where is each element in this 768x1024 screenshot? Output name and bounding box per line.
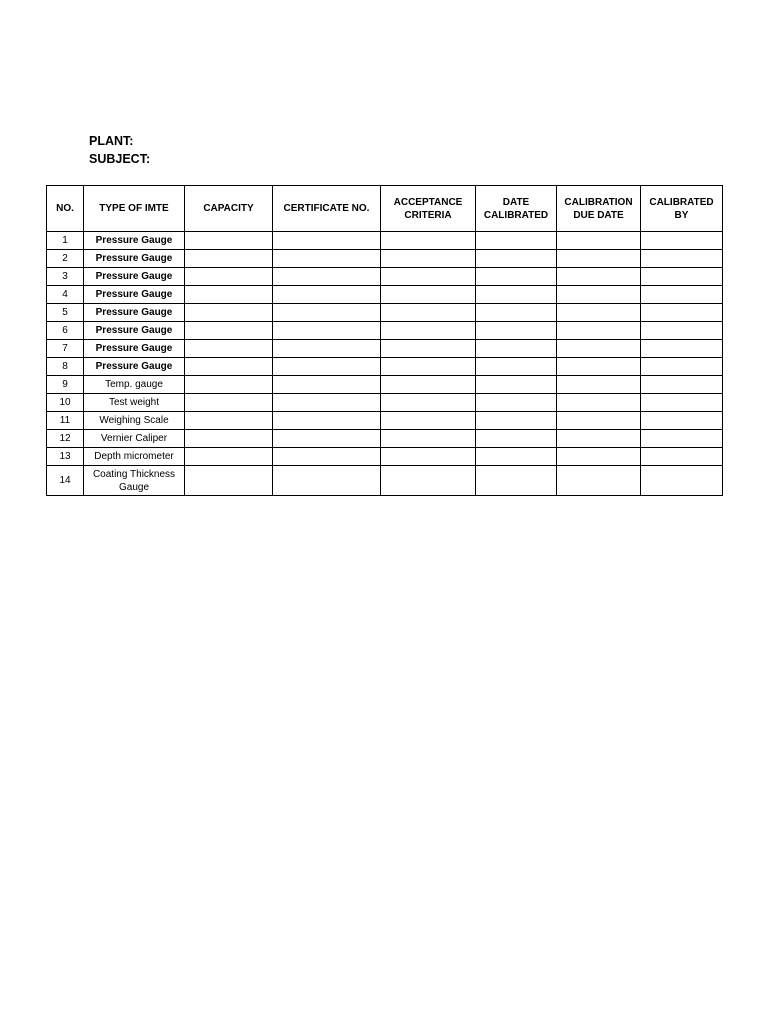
calibrated-by-cell	[641, 376, 723, 394]
due-date-cell	[557, 358, 641, 376]
date-calibrated-cell	[476, 412, 557, 430]
row-type: Coating Thickness Gauge	[84, 466, 185, 496]
calibrated-by-cell	[641, 448, 723, 466]
table-row	[47, 430, 723, 448]
row-type: Test weight	[84, 394, 185, 412]
certificate-cell	[273, 268, 381, 286]
col-header-acceptance-criteria: ACCEPTANCE CRITERIA	[381, 186, 476, 232]
calibrated-by-cell	[641, 340, 723, 358]
row-no: 11	[47, 412, 84, 430]
acceptance-cell	[381, 232, 476, 250]
col-header-no: NO.	[47, 186, 84, 232]
acceptance-cell	[381, 376, 476, 394]
plant-label: PLANT:	[89, 134, 134, 148]
row-no: 12	[47, 430, 84, 448]
certificate-cell	[273, 340, 381, 358]
date-calibrated-cell	[476, 322, 557, 340]
certificate-cell	[273, 286, 381, 304]
due-date-cell	[557, 232, 641, 250]
row-type: Pressure Gauge	[84, 268, 185, 286]
certificate-cell	[273, 412, 381, 430]
due-date-cell	[557, 394, 641, 412]
table-row	[47, 340, 723, 358]
row-type: Pressure Gauge	[84, 250, 185, 268]
calibrated-by-cell	[641, 268, 723, 286]
acceptance-cell	[381, 250, 476, 268]
date-calibrated-cell	[476, 340, 557, 358]
row-type: Temp. gauge	[84, 376, 185, 394]
calibrated-by-cell	[641, 232, 723, 250]
acceptance-cell	[381, 340, 476, 358]
due-date-cell	[557, 304, 641, 322]
table-row	[47, 322, 723, 340]
due-date-cell	[557, 286, 641, 304]
acceptance-cell	[381, 394, 476, 412]
row-no: 10	[47, 394, 84, 412]
due-date-cell	[557, 412, 641, 430]
certificate-cell	[273, 394, 381, 412]
row-type: Pressure Gauge	[84, 340, 185, 358]
due-date-cell	[557, 448, 641, 466]
subject-label: SUBJECT:	[89, 152, 151, 166]
table-row	[47, 250, 723, 268]
date-calibrated-cell	[476, 376, 557, 394]
row-no: 8	[47, 358, 84, 376]
capacity-cell	[185, 268, 273, 286]
date-calibrated-cell	[476, 430, 557, 448]
capacity-cell	[185, 376, 273, 394]
capacity-cell	[185, 358, 273, 376]
row-type: Pressure Gauge	[84, 358, 185, 376]
calibrated-by-cell	[641, 286, 723, 304]
acceptance-cell	[381, 268, 476, 286]
due-date-cell	[557, 322, 641, 340]
date-calibrated-cell	[476, 394, 557, 412]
due-date-cell	[557, 268, 641, 286]
table-row	[47, 286, 723, 304]
date-calibrated-cell	[476, 304, 557, 322]
capacity-cell	[185, 304, 273, 322]
date-calibrated-cell	[476, 286, 557, 304]
imte-calibration-table	[46, 185, 723, 496]
capacity-cell	[185, 340, 273, 358]
calibrated-by-cell	[641, 430, 723, 448]
certificate-cell	[273, 466, 381, 496]
calibrated-by-cell	[641, 250, 723, 268]
calibrated-by-cell	[641, 466, 723, 496]
date-calibrated-cell	[476, 466, 557, 496]
certificate-cell	[273, 430, 381, 448]
capacity-cell	[185, 394, 273, 412]
row-no: 14	[47, 466, 84, 496]
row-type: Vernier Caliper	[84, 430, 185, 448]
capacity-cell	[185, 286, 273, 304]
row-no: 1	[47, 232, 84, 250]
col-header-type-of-imte: TYPE OF IMTE	[84, 186, 185, 232]
table-row	[47, 466, 723, 496]
col-header-certificate-no: CERTIFICATE NO.	[273, 186, 381, 232]
date-calibrated-cell	[476, 232, 557, 250]
row-type: Pressure Gauge	[84, 232, 185, 250]
calibrated-by-cell	[641, 304, 723, 322]
due-date-cell	[557, 250, 641, 268]
capacity-cell	[185, 466, 273, 496]
certificate-cell	[273, 322, 381, 340]
date-calibrated-cell	[476, 268, 557, 286]
capacity-cell	[185, 232, 273, 250]
form-header	[89, 132, 150, 168]
acceptance-cell	[381, 358, 476, 376]
acceptance-cell	[381, 286, 476, 304]
certificate-cell	[273, 448, 381, 466]
calibrated-by-cell	[641, 358, 723, 376]
row-type: Pressure Gauge	[84, 304, 185, 322]
row-no: 2	[47, 250, 84, 268]
row-type: Pressure Gauge	[84, 286, 185, 304]
certificate-cell	[273, 250, 381, 268]
certificate-cell	[273, 376, 381, 394]
due-date-cell	[557, 376, 641, 394]
calibrated-by-cell	[641, 412, 723, 430]
table-header-row	[47, 186, 723, 232]
col-header-calibration-due-date: CALIBRATION DUE DATE	[557, 186, 641, 232]
row-no: 3	[47, 268, 84, 286]
row-no: 7	[47, 340, 84, 358]
col-header-capacity: CAPACITY	[185, 186, 273, 232]
due-date-cell	[557, 340, 641, 358]
row-type: Weighing Scale	[84, 412, 185, 430]
row-type: Pressure Gauge	[84, 322, 185, 340]
capacity-cell	[185, 430, 273, 448]
row-no: 5	[47, 304, 84, 322]
date-calibrated-cell	[476, 358, 557, 376]
table-row	[47, 376, 723, 394]
capacity-cell	[185, 412, 273, 430]
acceptance-cell	[381, 412, 476, 430]
col-header-date-calibrated: DATE CALIBRATED	[476, 186, 557, 232]
col-header-calibrated-by: CALIBRATED BY	[641, 186, 723, 232]
capacity-cell	[185, 322, 273, 340]
calibrated-by-cell	[641, 394, 723, 412]
capacity-cell	[185, 448, 273, 466]
acceptance-cell	[381, 466, 476, 496]
date-calibrated-cell	[476, 250, 557, 268]
certificate-cell	[273, 358, 381, 376]
table-row	[47, 232, 723, 250]
certificate-cell	[273, 304, 381, 322]
acceptance-cell	[381, 430, 476, 448]
table-row	[47, 394, 723, 412]
due-date-cell	[557, 466, 641, 496]
table-row	[47, 304, 723, 322]
table-row	[47, 358, 723, 376]
table-row	[47, 268, 723, 286]
date-calibrated-cell	[476, 448, 557, 466]
due-date-cell	[557, 430, 641, 448]
table-row	[47, 448, 723, 466]
row-no: 9	[47, 376, 84, 394]
capacity-cell	[185, 250, 273, 268]
calibrated-by-cell	[641, 322, 723, 340]
row-no: 6	[47, 322, 84, 340]
row-no: 4	[47, 286, 84, 304]
certificate-cell	[273, 232, 381, 250]
table-row	[47, 412, 723, 430]
row-no: 13	[47, 448, 84, 466]
acceptance-cell	[381, 304, 476, 322]
row-type: Depth micrometer	[84, 448, 185, 466]
acceptance-cell	[381, 322, 476, 340]
acceptance-cell	[381, 448, 476, 466]
